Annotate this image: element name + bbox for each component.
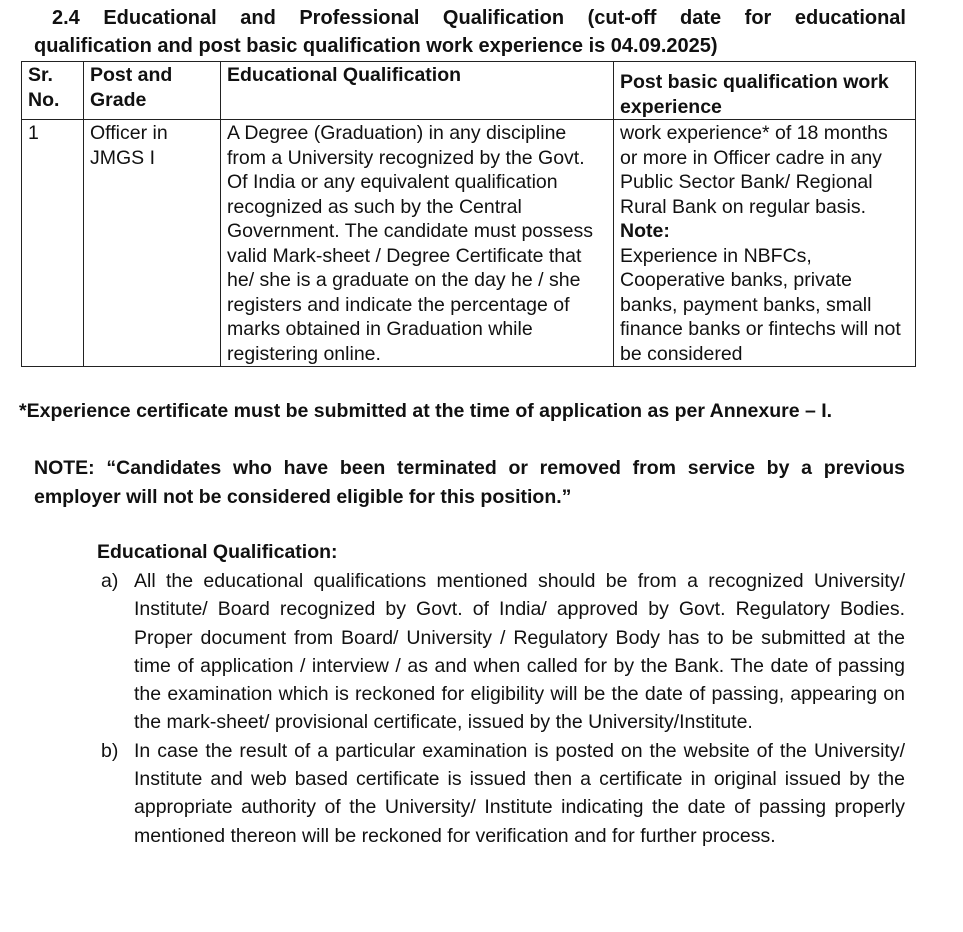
termination-note: NOTE: “Candidates who have been terminated or removed from service by a previous employer will not be considered eligible for this position.” xyxy=(34,457,905,508)
header-post-grade: Post and Grade xyxy=(84,62,221,120)
cell-work-experience xyxy=(614,120,916,367)
list-item-marker: b) xyxy=(101,739,119,762)
table-row xyxy=(22,120,916,367)
list-item-marker: a) xyxy=(101,570,119,592)
section-heading-line-1: 2.4 Educational and Professional Qualification (cut-off date for educational xyxy=(52,7,906,29)
table-header-row xyxy=(22,62,916,120)
work-experience-note-label: Note: xyxy=(620,220,670,242)
list-item xyxy=(97,737,905,850)
header-work-experience: Post basic qualification work experience xyxy=(614,62,916,120)
work-experience-text: work experience* of 18 months or more in Officer cadre in any Public Sector Bank/ Regional Rural Bank on regular basis. xyxy=(620,122,888,218)
cell-educational-qualification: A Degree (Graduation) in any discipline from a University recognized by the Govt. Of India or any equivalent qualification recognized as such by the Central Government. The candidate must possess valid Mark-sheet / Degree Certificate that he/ she is a graduate on the day he / she registers and indicate the percentage of marks obtained in Graduation while registering online. xyxy=(221,120,614,367)
qualification-table xyxy=(21,61,916,367)
section-heading-line-2: qualification and post basic qualification work experience is 04.09.2025) xyxy=(34,35,718,57)
section-heading xyxy=(34,4,906,60)
educational-qualification-heading: Educational Qualification: xyxy=(97,541,338,563)
work-experience-note-text: Experience in NBFCs, Cooperative banks, private banks, payment banks, small finance banks or fintechs will not be considered xyxy=(620,244,901,365)
list-item-text: In case the result of a particular examination is posted on the website of the University/ Institute and web based certificate is issued then a certificate in original issued by the appropriate authority of the University/ Institute indicating the date of passing properly mentioned thereon will be reckoned for verification and for further process. xyxy=(134,739,905,847)
cell-sr-no: 1 xyxy=(22,120,84,367)
list-item xyxy=(97,567,905,737)
cell-post-grade: Officer in JMGS I xyxy=(84,120,221,367)
header-educational-qualification: Educational Qualification xyxy=(221,62,614,120)
experience-certificate-footnote: *Experience certificate must be submitted at the time of application as per Annexure – I. xyxy=(19,400,833,422)
header-sr-no: Sr. No. xyxy=(22,62,84,120)
educational-qualification-list xyxy=(97,567,905,850)
list-item-text: All the educational qualifications mentioned should be from a recognized University/ Institute/ Board recognized by Govt. of India/ approved by Govt. Regulatory Bodies. Proper document from Board/ University / Regulatory Body has to be submitted at the time of application / interview / as and when called for by the Bank. The date of passing the examination which is reckoned for eligibility will be the date of passing, appearing on the mark-sheet/ provisional certificate, issued by the University/Institute. xyxy=(134,570,905,734)
